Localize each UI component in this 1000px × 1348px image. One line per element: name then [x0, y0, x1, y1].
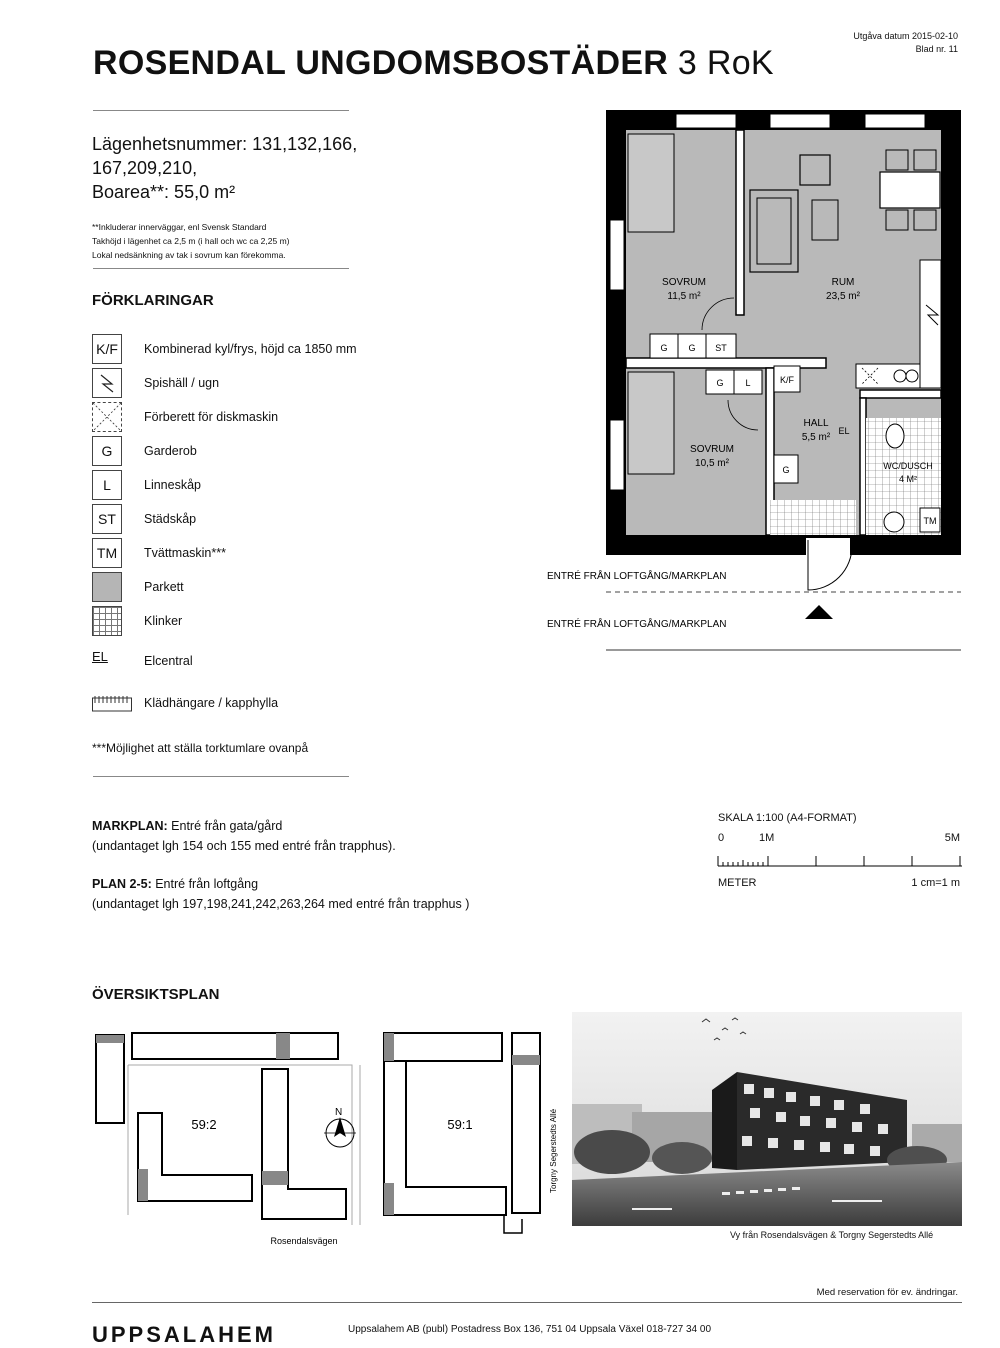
- legend-label: Tvättmaskin***: [144, 546, 226, 560]
- notes: [92, 220, 290, 262]
- legend-label: Städskåp: [144, 512, 197, 526]
- kitchen-counter: [856, 364, 920, 388]
- linen-label: L: [745, 378, 751, 388]
- legend-label: Spishäll / ugn: [144, 376, 220, 390]
- interior-wall: [860, 390, 941, 398]
- plan25-label: PLAN 2-5:: [92, 877, 152, 891]
- dining-table: [880, 172, 940, 208]
- site-plan: [90, 1025, 570, 1250]
- scale-bar: [718, 812, 968, 893]
- legend-label: Klädhängare / kapphylla: [144, 696, 279, 710]
- scale-one: 1M: [759, 832, 775, 844]
- building: [132, 1033, 338, 1059]
- company-logo: UPPSALAHEM: [92, 1322, 277, 1347]
- legend-item: [92, 646, 193, 676]
- legend-item: [92, 334, 357, 364]
- room-area: 10,5 m²: [695, 458, 729, 469]
- note-line: Takhöjd i lägenhet ca 2,5 m (i hall och wc ca 2,25 m): [92, 236, 290, 246]
- block-label: 59:1: [447, 1117, 473, 1132]
- washer-label: TM: [923, 516, 937, 526]
- building: [384, 1061, 506, 1215]
- kitchen-counter: [920, 260, 941, 388]
- overview-heading: ÖVERSIKTSPLAN: [92, 986, 220, 1003]
- north-arrow-icon: [324, 1117, 356, 1147]
- legend-item: [92, 470, 201, 500]
- interior-wall: [736, 130, 744, 315]
- entrance-label: ENTRÉ FRÅN LOFTGÅNG/MARKPLAN: [547, 619, 727, 630]
- markplan-label: MARKPLAN:: [92, 819, 168, 833]
- issue-date: Utgåva datum 2015-02-10: [853, 31, 958, 41]
- electrical-panel-symbol: EL: [92, 649, 108, 664]
- legend-label: Förberett för diskmaskin: [144, 410, 279, 424]
- interior-wall: [860, 398, 866, 535]
- clothes-hanger-icon: [92, 694, 132, 712]
- legend-item: [92, 504, 197, 534]
- linen-symbol: L: [92, 470, 122, 500]
- building: [384, 1033, 502, 1061]
- room-label: WC/DUSCH: [883, 461, 933, 471]
- scale-unit: METER: [718, 877, 757, 889]
- room-label: SOVRUM: [690, 444, 734, 455]
- room-label: SOVRUM: [662, 277, 706, 288]
- legend-item: [92, 368, 220, 398]
- page-title: [93, 44, 774, 83]
- wardrobe-label: G: [782, 465, 790, 475]
- scale-ratio: 1 cm=1 m: [911, 877, 960, 889]
- divider: [93, 776, 349, 777]
- washing-machine-symbol: TM: [92, 538, 122, 568]
- reservation-note: Med reservation för ev. ändringar.: [816, 1287, 958, 1298]
- wardrobe-label: G: [660, 343, 668, 353]
- title-suffix: 3 RoK: [677, 44, 774, 82]
- shower-drain-icon: [884, 512, 904, 532]
- fridge-label: K/F: [779, 375, 795, 385]
- entrance-arrow-icon: [805, 605, 833, 619]
- legend-label: Elcentral: [144, 654, 193, 668]
- street-label: Rosendalsvägen: [270, 1236, 338, 1246]
- note-line: **Inkluderar innerväggar, enl Svensk Standard: [92, 222, 267, 232]
- legend-label: Kombinerad kyl/frys, höjd ca 1850 mm: [144, 342, 357, 356]
- document-meta: [853, 30, 958, 56]
- room-area: 5,5 m²: [801, 432, 831, 443]
- legend-item: [92, 606, 183, 636]
- apartment-numbers: Lägenhetsnummer: 131,132,166,: [92, 134, 358, 154]
- legend-item: [92, 688, 279, 718]
- apartment-numbers-cont: 167,209,210,: [92, 158, 198, 178]
- street-label: Torgny Segerstedts Allé: [549, 1108, 558, 1193]
- window: [676, 114, 736, 128]
- scale-title: SKALA 1:100 (A4-FORMAT): [718, 812, 857, 824]
- markplan-text: Entré från gata/gård: [171, 819, 283, 833]
- scale-zero: 0: [718, 832, 725, 844]
- north-label: N: [335, 1107, 343, 1118]
- wardrobe-label: G: [688, 343, 696, 353]
- scale-ruler: [718, 852, 968, 868]
- living-area: Boarea**: 55,0 m²: [92, 182, 236, 202]
- building: [96, 1035, 124, 1123]
- footer-divider: [92, 1302, 962, 1303]
- apartment-info: [92, 132, 357, 204]
- window: [610, 220, 624, 290]
- fridge-freezer-symbol: K/F: [92, 334, 122, 364]
- floor-plan: [540, 100, 980, 660]
- legend-label: Parkett: [144, 580, 184, 594]
- room-area: 4 M²: [899, 474, 917, 484]
- room-area: 11,5 m²: [667, 291, 701, 302]
- divider: [93, 268, 349, 269]
- entrance-opening: [806, 538, 850, 556]
- room-label: RUM: [831, 277, 855, 288]
- dishwasher-icon: [92, 402, 122, 432]
- building: [262, 1069, 346, 1219]
- plan25-info: [92, 874, 469, 914]
- toilet-icon: [886, 424, 904, 448]
- plan25-text: Entré från loftgång: [155, 877, 259, 891]
- cleaning-cabinet-symbol: ST: [92, 504, 122, 534]
- legend-item: [92, 402, 279, 432]
- window: [865, 114, 925, 128]
- room-area: 23,5 m²: [826, 291, 860, 302]
- parquet-swatch-icon: [92, 572, 122, 602]
- stove-icon: [92, 368, 122, 398]
- markplan-sub: (undantaget lgh 154 och 155 med entré från trapphus).: [92, 839, 396, 853]
- room-label: HALL: [803, 418, 829, 429]
- markplan-info: [92, 816, 396, 856]
- company-contact: Uppsalahem AB (publ) Postadress Box 136, 751 04 Uppsala Växel 018-727 34 00: [348, 1324, 712, 1335]
- wardrobe-label: G: [716, 378, 724, 388]
- divider: [93, 110, 349, 111]
- bed: [628, 134, 674, 232]
- wardrobe-symbol: G: [92, 436, 122, 466]
- cleaning-label: ST: [715, 343, 727, 353]
- building-rendering: [572, 1012, 962, 1226]
- scale-five: 5M: [944, 832, 960, 844]
- entry-tile-floor: [770, 500, 856, 535]
- note-line: Lokal nedsänkning av tak i sovrum kan förekomma.: [92, 250, 286, 260]
- sheet-number: Blad nr. 11: [915, 44, 958, 54]
- legend-item: [92, 436, 197, 466]
- window: [770, 114, 830, 128]
- legend-footnote: ***Möjlighet att ställa torktumlare ovanpå: [92, 741, 309, 755]
- legend-label: Klinker: [144, 614, 183, 628]
- legend-item: [92, 538, 226, 568]
- rendering-caption: Vy från Rosendalsvägen & Torgny Segerstedts Allé: [730, 1230, 934, 1240]
- title-main: ROSENDAL UNGDOMSBOSTÄDER: [93, 44, 669, 82]
- window: [610, 420, 624, 490]
- electrical-label: EL: [838, 426, 850, 436]
- plan25-sub: (undantaget lgh 197,198,241,242,263,264 med entré från trapphus ): [92, 897, 470, 911]
- legend-label: Garderob: [144, 444, 197, 458]
- entrance-label: ENTRÉ FRÅN LOFTGÅNG/MARKPLAN: [547, 571, 727, 582]
- tile-swatch-icon: [92, 606, 122, 636]
- legend-item: [92, 572, 184, 602]
- bed: [628, 372, 674, 474]
- legend-label: Linneskåp: [144, 478, 201, 492]
- block-label: 59:2: [191, 1117, 217, 1132]
- legend-heading: FÖRKLARINGAR: [92, 292, 214, 309]
